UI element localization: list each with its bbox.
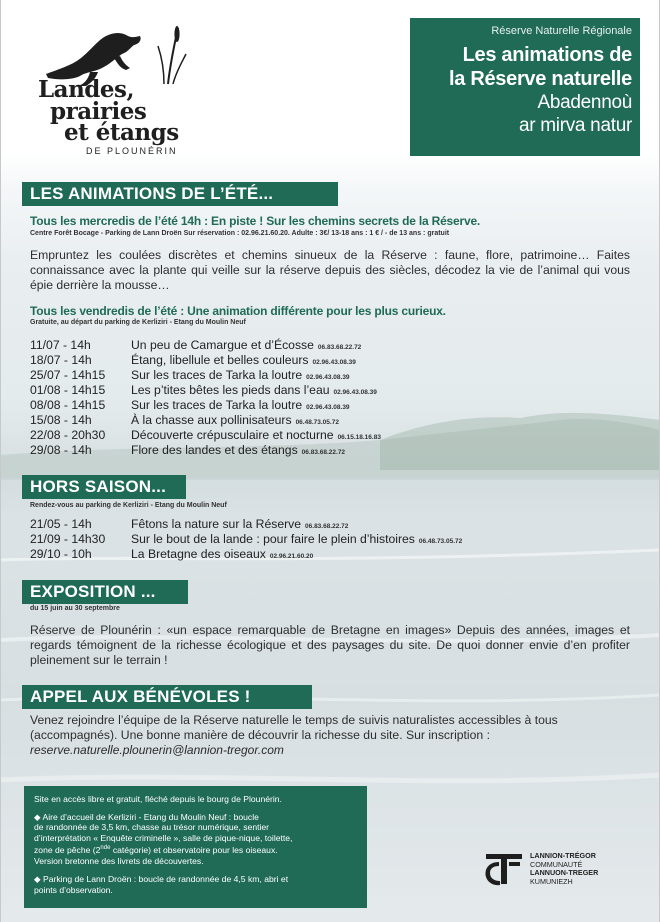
- mercredis-title: Tous les mercredis de l’été 14h : En piste ! Sur les chemins secrets de la Réserve.: [30, 214, 481, 228]
- schedule-row: [30, 353, 630, 368]
- vendredis-title: Tous les vendredis de l’été : Une animation différente pour les plus curieux.: [30, 304, 446, 318]
- logo-line-3: et étangs: [64, 119, 179, 146]
- event-title: Les p’tites bêtes les pieds dans l’eau: [131, 383, 330, 397]
- benevoles-paragraph: Venez rejoindre l’équipe de la Réserve naturelle le temps de suivis naturalistes accessibles à tous (accompagnés). Une bonne manière de découvrir la richesse du site. Sur inscription :: [30, 713, 558, 742]
- event-title: Un peu de Camargue et d’Écosse: [131, 338, 314, 352]
- event-phone: 06.15.18.16.83: [337, 434, 381, 441]
- header-subtitle: Réserve Naturelle Régionale: [491, 25, 632, 37]
- info-superscript: nde: [100, 845, 111, 852]
- schedule-row: [30, 428, 630, 443]
- info-bullet-lann-droen: [34, 874, 357, 895]
- info-intro: Site en accès libre et gratuit, fléché depuis le bourg de Plounérin.: [34, 794, 282, 804]
- mercredis-info: Centre Forêt Bocage - Parking de Lann Droën Sur réservation : 02.96.21.60.20. Adulte : 3€/ 13-18 ans : 1 € / - de 13 ans : gratuit: [30, 230, 450, 237]
- header-breton-line-2: ar mirva natur: [518, 115, 632, 136]
- lannion-tregor-logo: [482, 850, 642, 890]
- event-date: 15/08 - 14h: [30, 413, 92, 427]
- event-phone: 02.96.43.08.39: [312, 359, 356, 366]
- event-phone: 02.96.43.08.39: [333, 389, 377, 396]
- event-phone: 06.83.68.22.72: [317, 344, 362, 351]
- event-phone: 02.96.21.60.20: [269, 553, 314, 560]
- event-phone: 06.83.68.22.72: [301, 449, 346, 456]
- info-line-part: catégorie) et observatoire pour les oiseaux.: [110, 845, 278, 856]
- event-phone: 06.48.73.05.72: [295, 419, 339, 426]
- info-line: Version bretonne des livrets de découvertes.: [34, 855, 204, 866]
- header-title-line-2: la Réserve naturelle: [449, 68, 632, 90]
- header-breton-line-1: Abadennoù: [537, 92, 632, 113]
- event-phone: 02.96.43.08.39: [306, 404, 350, 411]
- info-line: ◆ Parking de Lann Droën : boucle de randonnée de 4,5 km, abri et: [34, 874, 289, 885]
- partner-line-3: LANNUON-TREGER: [530, 868, 599, 877]
- event-phone: 06.83.68.22.72: [305, 523, 349, 530]
- hors-saison-schedule: [30, 517, 630, 562]
- ete-schedule: [30, 338, 630, 458]
- info-line-part: zone de pêche (2: [34, 845, 101, 856]
- event-title: Flore des landes et des étangs: [131, 443, 298, 457]
- event-date: 21/09 - 14h30: [30, 532, 106, 546]
- lannion-tregor-emblem-icon: [482, 850, 526, 888]
- event-title: Sur les traces de Tarka la loutre: [131, 368, 303, 382]
- partner-line-2: COMMUNAUTÉ: [530, 859, 583, 869]
- exposition-paragraph: Réserve de Plounérin : «un espace remarquable de Bretagne en images» Depuis des années, images et regards témoignent de la richesse écologique et des paysages du site. De quoi donner envie d’en profiter pleinement sur le terrain !: [30, 623, 630, 667]
- info-line: d’interprétation « Enquête criminelle », salle de pique-nique, toilette,: [34, 832, 293, 843]
- info-line: ◆ Aire d’accueil de Kerliziri - Etang du Moulin Neuf : boucle: [34, 811, 259, 822]
- event-title: La Bretagne des oiseaux: [131, 547, 266, 561]
- header-title-line-1: Les animations de: [462, 44, 632, 66]
- schedule-row: [30, 338, 630, 353]
- benevoles-email-link[interactable]: reserve.naturelle.plounerin@lannion-tregor.com: [30, 743, 284, 757]
- info-line: de randonnée de 3,5 km, chasse au trésor numérique, sentier: [34, 822, 270, 833]
- logo-line-2: prairies: [50, 98, 147, 125]
- schedule-row: [30, 547, 630, 562]
- vendredis-info: Gratuite, au départ du parking de Kerliziri - Etang du Moulin Neuf: [30, 319, 246, 326]
- section-bar-exposition: EXPOSITION ...: [22, 580, 188, 604]
- section-bar-hors-saison: HORS SAISON...: [22, 475, 186, 499]
- partner-line-1: LANNION-TRÉGOR: [530, 851, 596, 860]
- info-bullet-kerliziri: [34, 812, 357, 867]
- schedule-row: [30, 517, 630, 532]
- header-box: [410, 18, 640, 156]
- page-border-left: [0, 0, 1, 922]
- logo-line-1: Landes,: [38, 76, 134, 103]
- section-bar-ete: LES ANIMATIONS DE L’ÉTÉ...: [22, 182, 338, 206]
- event-phone: 06.48.73.05.72: [418, 538, 463, 545]
- info-line: [34, 843, 357, 855]
- event-title: Étang, libellule et belles couleurs: [131, 353, 309, 367]
- schedule-row: [30, 443, 630, 458]
- schedule-row: [30, 383, 630, 398]
- event-date: 01/08 - 14h15: [30, 383, 106, 397]
- schedule-row: [30, 368, 630, 383]
- partner-text: [530, 852, 598, 886]
- info-line: points d’observation.: [34, 885, 113, 896]
- partner-line-4: KUMUNIEZH: [530, 876, 573, 886]
- event-date: 29/08 - 14h: [30, 443, 92, 457]
- exposition-dates: du 15 juin au 30 septembre: [30, 605, 120, 612]
- access-info-box: [24, 786, 367, 908]
- ete-paragraph: Empruntez les coulées discrètes et chemins sinueux de la Réserve : faune, flore, patrimoine… Faites connaissance avec la plante qui veille sur la réserve depuis des siècles, décodez la vie de l’animal qui vous épie derrière la mousse…: [30, 248, 630, 292]
- event-date: 25/07 - 14h15: [30, 368, 106, 382]
- event-title: Sur les traces de Tarka la loutre: [131, 398, 303, 412]
- reserve-logo: [36, 22, 196, 162]
- logo-line-4: DE PLOUNÉRIN: [86, 146, 178, 156]
- event-date: 21/05 - 14h: [30, 517, 92, 531]
- event-date: 11/07 - 14h: [30, 338, 91, 352]
- hors-saison-info: Rendez-vous au parking de Kerliziri - Etang du Moulin Neuf: [30, 502, 227, 509]
- event-date: 22/08 - 20h30: [30, 428, 106, 442]
- event-title: Découverte crépusculaire et nocturne: [131, 428, 334, 442]
- schedule-row: [30, 532, 630, 547]
- section-bar-benevoles: APPEL AUX BÉNÉVOLES !: [22, 685, 312, 709]
- event-title: Sur le bout de la lande : pour faire le plein d’histoires: [131, 532, 415, 546]
- event-date: 08/08 - 14h15: [30, 398, 106, 412]
- event-date: 29/10 - 10h: [30, 547, 92, 561]
- schedule-row: [30, 398, 630, 413]
- event-phone: 02.96.43.08.39: [306, 374, 350, 381]
- event-title: Fêtons la nature sur la Réserve: [131, 517, 302, 531]
- schedule-row: [30, 413, 630, 428]
- event-title: À la chasse aux pollinisateurs: [131, 413, 292, 427]
- event-date: 18/07 - 14h: [30, 353, 92, 367]
